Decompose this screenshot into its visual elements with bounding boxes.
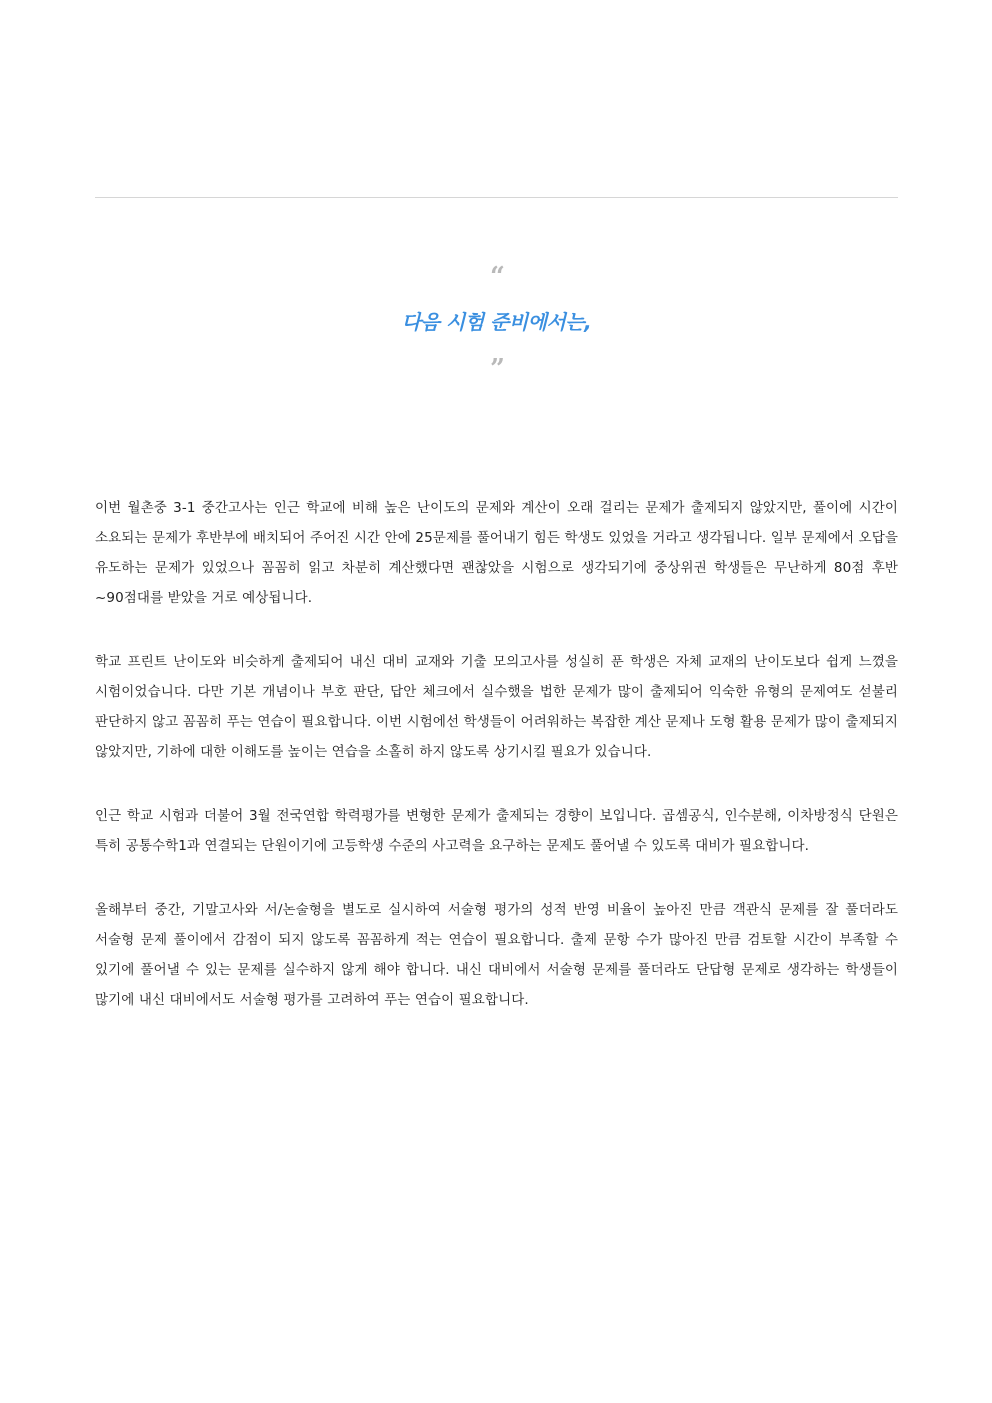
section-title: 다음 시험 준비에서는, <box>401 310 592 334</box>
close-quote-icon: ” <box>490 354 503 384</box>
paragraph-1: 이번 월촌중 3-1 중간고사는 인근 학교에 비해 높은 난이도의 문제와 계산이 오래 걸리는 문제가 출제되지 않았지만, 풀이에 시간이 소요되는 문제가 후반부에 배치되어 주어진 시간 안에 25문제를 풀어내기 힘든 학생도 있었을 거라고 생각됩니다. 일부 문제에서 오답을 유도하는 문제가 있었으나 꼼꼼히 읽고 차분히 계산했다면 괜찮았을 시험으로 생각되기에 중상위권 학생들은 무난하게 80점 후반~90점대를 받았을 거로 예상됩니다. <box>95 500 898 606</box>
pull-quote <box>95 262 898 384</box>
article-body <box>95 493 898 1049</box>
top-divider <box>95 197 898 198</box>
paragraph-2: 학교 프린트 난이도와 비슷하게 출제되어 내신 대비 교재와 기출 모의고사를 성실히 푼 학생은 자체 교재의 난이도보다 쉽게 느꼈을 시험이었습니다. 다만 기본 개념이나 부호 판단, 답안 체크에서 실수했을 법한 문제가 많이 출제되어 익숙한 유형의 문제여도 섣불리 판단하지 않고 꼼꼼히 푸는 연습이 필요합니다. 이번 시험에선 학생들이 어려워하는 복잡한 계산 문제나 도형 활용 문제가 많이 출제되지 않았지만, 기하에 대한 이해도를 높이는 연습을 소홀히 하지 않도록 상기시킬 필요가 있습니다. <box>95 654 898 760</box>
paragraph-3: 인근 학교 시험과 더불어 3월 전국연합 학력평가를 변형한 문제가 출제되는 경향이 보입니다. 곱셈공식, 인수분해, 이차방정식 단원은 특히 공통수학1과 연결되는 단원이기에 고등학생 수준의 사고력을 요구하는 문제도 풀어낼 수 있도록 대비가 필요합니다. <box>95 808 898 854</box>
open-quote-icon: “ <box>490 262 503 292</box>
paragraph-4: 올해부터 중간, 기말고사와 서/논술형을 별도로 실시하여 서술형 평가의 성적 반영 비율이 높아진 만큼 객관식 문제를 잘 풀더라도 서술형 문제 풀이에서 감점이 되지 않도록 꼼꼼하게 적는 연습이 필요합니다. 출제 문항 수가 많아진 만큼 검토할 시간이 부족할 수 있기에 풀어낼 수 있는 문제를 실수하지 않게 해야 합니다. 내신 대비에서 서술형 문제를 풀더라도 단답형 문제로 생각하는 학생들이 많기에 내신 대비에서도 서술형 평가를 고려하여 푸는 연습이 필요합니다. <box>95 902 898 1008</box>
